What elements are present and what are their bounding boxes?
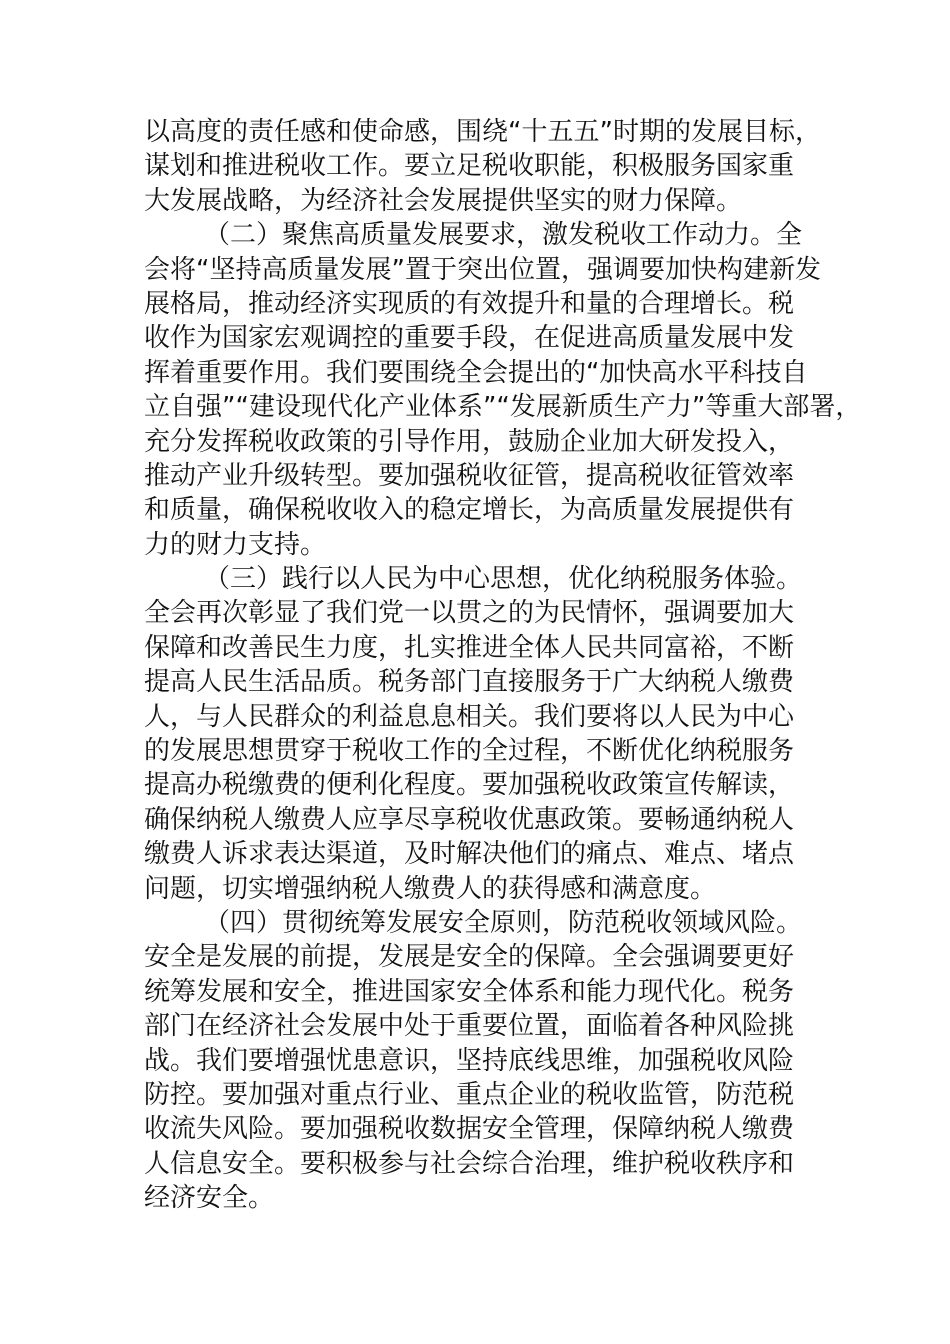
text-line: 充分发挥税收政策的引导作用，鼓励企业加大研发投入， <box>144 426 795 457</box>
text-line: 人信息安全。要积极参与社会综合治理，维护税收秩序和 <box>144 1148 795 1179</box>
text-line: 问题，切实增强纳税人缴费人的获得感和满意度。 <box>144 873 717 904</box>
text-line: 收流失风险。要加强税收数据安全管理，保障纳税人缴费 <box>144 1114 795 1145</box>
text-line: 推动产业升级转型。要加强税收征管，提高税收征管效率 <box>144 460 795 491</box>
text-line: 收作为国家宏观调控的重要手段，在促进高质量发展中发 <box>144 323 795 354</box>
text-line: 防控。要加强对重点行业、重点企业的税收监管，防范税 <box>144 1079 795 1110</box>
text-line: 以高度的责任感和使命感，围绕“十五五”时期的发展目标， <box>144 117 821 147</box>
text-line: 人，与人民群众的利益息息相关。我们要将以人民为中心 <box>144 701 795 732</box>
text-line: 大发展战略，为经济社会发展提供坚实的财力保障。 <box>144 185 743 216</box>
text-line: 确保纳税人缴费人应享尽享税收优惠政策。要畅通纳税人 <box>144 804 795 835</box>
paragraph-heading-line: （四）贯彻统筹发展安全原则，防范税收领域风险。 <box>204 907 803 938</box>
body-text <box>144 115 862 1216</box>
text-line: 提高人民生活品质。税务部门直接服务于广大纳税人缴费 <box>144 667 795 698</box>
text-line: 缴费人诉求表达渠道，及时解决他们的痛点、难点、堵点 <box>144 839 795 870</box>
text-line: 立自强”“建设现代化产业体系”“发展新质生产力”等重大部署， <box>144 392 862 423</box>
text-line: 保障和改善民生力度，扎实推进全体人民共同富裕，不断 <box>144 632 795 663</box>
text-line: 展格局，推动经济实现质的有效提升和量的合理增长。税 <box>144 288 795 319</box>
text-line: 谋划和推进税收工作。要立足税收职能，积极服务国家重 <box>144 151 795 182</box>
text-line: 经济安全。 <box>144 1183 275 1214</box>
text-line: 安全是发展的前提，发展是安全的保障。全会强调要更好 <box>144 942 795 973</box>
text-line: 和质量，确保税收收入的稳定增长，为高质量发展提供有 <box>144 495 795 526</box>
text-line: 的发展思想贯穿于税收工作的全过程，不断优化纳税服务 <box>144 736 795 767</box>
text-line: 全会再次彰显了我们党一以贯之的为民情怀，强调要加大 <box>144 598 795 629</box>
paragraph-heading-line: （二）聚焦高质量发展要求，激发税收工作动力。全 <box>204 220 803 251</box>
paragraph-heading-line: （三）践行以人民为中心思想，优化纳税服务体验。 <box>204 564 803 595</box>
text-line: 提高办税缴费的便利化程度。要加强税收政策宣传解读， <box>144 770 795 801</box>
text-line: 战。我们要增强忧患意识，坚持底线思维，加强税收风险 <box>144 1045 795 1076</box>
text-line: 力的财力支持。 <box>144 529 327 560</box>
text-line: 部门在经济社会发展中处于重要位置，面临着各种风险挑 <box>144 1011 795 1042</box>
text-line: 统筹发展和安全，推进国家安全体系和能力现代化。税务 <box>144 976 795 1007</box>
text-line: 挥着重要作用。我们要围绕全会提出的“加快高水平科技自 <box>144 357 808 388</box>
text-line: 会将“坚持高质量发展”置于突出位置，强调要加快构建新发 <box>144 254 821 285</box>
